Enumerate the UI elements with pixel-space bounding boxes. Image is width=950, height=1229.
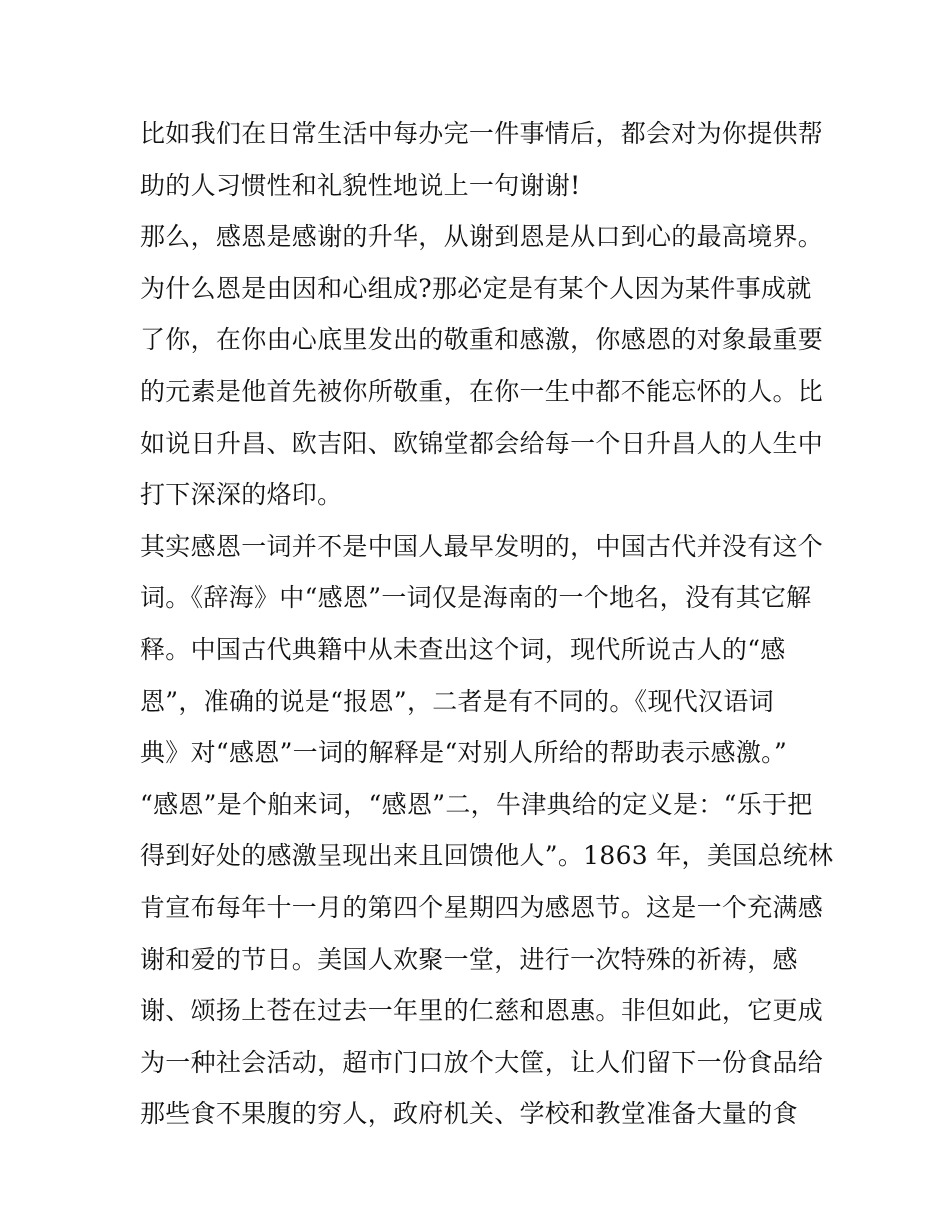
text-line: 词。《辞海》中“感恩”一词仅是海南的一个地名，没有其它解	[140, 583, 812, 613]
text-line: 谢和爱的节日。美国人欢聚一堂，进行一次特殊的祈祷，感	[140, 944, 798, 974]
text-line: 了你，在你由心底里发出的敬重和感激，你感恩的对象最重要	[140, 325, 824, 355]
text-line: 那些食不果腹的穷人，政府机关、学校和教堂准备大量的食	[140, 1099, 798, 1129]
text-line: 释。中国古代典籍中从未查出这个词，现代所说古人的“感	[140, 634, 786, 664]
text-line: 得到好处的感激呈现出来且回馈他人”。1863 年，美国总统林	[140, 841, 834, 871]
text-line: 那么，感恩是感谢的升华，从谢到恩是从口到心的最高境界。	[140, 222, 824, 252]
text-line: 如说日升昌、欧吉阳、欧锦堂都会给每一个日升昌人的人生中	[140, 428, 824, 458]
text-line: 助的人习惯性和礼貌性地说上一句谢谢!	[140, 170, 581, 200]
text-line: 打下深深的烙印。	[140, 480, 343, 510]
text-line: 为什么恩是由因和心组成?那必定是有某个人因为某件事成就	[140, 273, 812, 303]
text-line: 的元素是他首先被你所敬重，在你一生中都不能忘怀的人。比	[140, 376, 824, 406]
text-line: 为一种社会活动，超市门口放个大筐，让人们留下一份食品给	[140, 1047, 824, 1077]
text-line: 比如我们在日常生活中每办完一件事情后，都会对为你提供帮	[140, 119, 824, 148]
text-line: 恩”，准确的说是“报恩”，二者是有不同的。《现代汉语词	[140, 686, 774, 716]
body-text	[140, 108, 834, 1140]
text-line: “感恩”是个舶来词，“感恩”二，牛津典给的定义是：“乐于把	[140, 789, 813, 819]
text-line: 谢、颂扬上苍在过去一年里的仁慈和恩惠。非但如此，它更成	[140, 996, 824, 1026]
text-line: 典》对“感恩”一词的解释是“对别人所给的帮助表示感激。”	[140, 738, 788, 768]
text-line: 其实感恩一词并不是中国人最早发明的，中国古代并没有这个	[140, 531, 824, 561]
text-line: 肯宣布每年十一月的第四个星期四为感恩节。这是一个充满感	[140, 892, 824, 922]
